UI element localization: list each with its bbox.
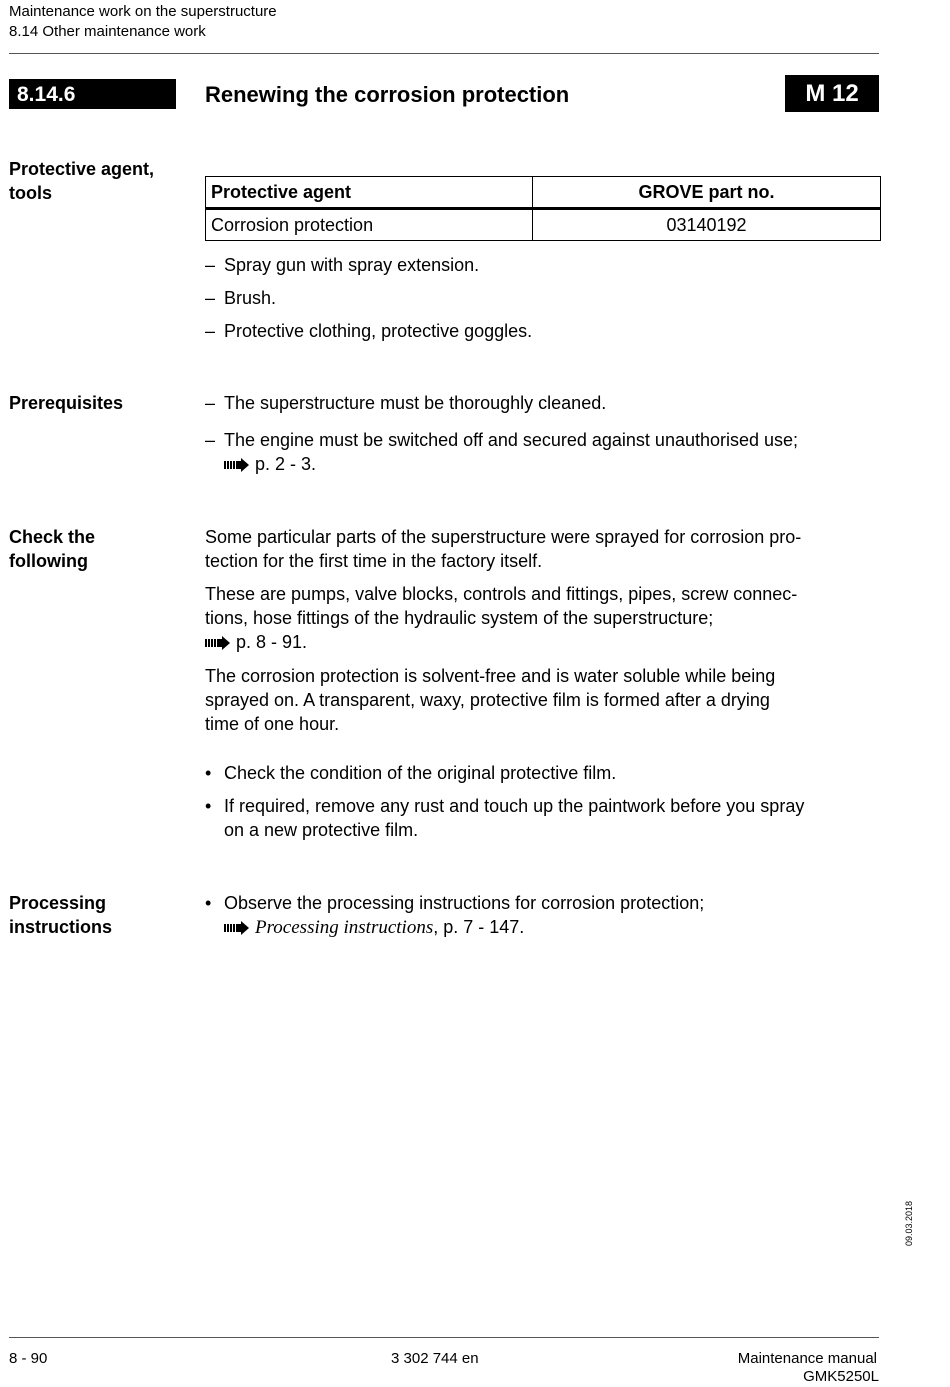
footer-rule	[9, 1337, 879, 1338]
check-paragraph-2: These are pumps, valve blocks, controls and fittings, pipes, screw connec- tions, hose fittings of the hydraulic system of the superstructure; p. 8 - 91.	[205, 584, 798, 652]
cross-reference-page: , p. 7 - 147.	[433, 917, 525, 937]
running-header-chapter: Maintenance work on the superstructure	[9, 3, 277, 20]
processing-instructions-label: Processing instructions	[9, 893, 113, 937]
cross-reference-link[interactable]: Processing instructions	[255, 917, 434, 938]
prerequisite-item: – The superstructure must be thoroughly cleaned.	[205, 393, 607, 413]
table-cell: Corrosion protection	[206, 209, 533, 241]
cross-reference-link[interactable]: p. 8 - 91.	[236, 632, 308, 652]
tool-list-item: – Brush.	[205, 288, 277, 308]
table-cell: 03140192	[533, 209, 881, 241]
section-number: 8.14.6	[9, 79, 176, 109]
prerequisites-label: Prerequisites	[9, 393, 124, 413]
maintenance-code-badge: M 12	[785, 75, 879, 112]
protective-agent-label: Protective agent, tools	[9, 159, 155, 203]
check-following-label: Check the following	[9, 527, 96, 571]
header-rule	[9, 53, 879, 54]
cross-reference-arrow-icon	[224, 458, 250, 472]
check-bullet-item: • If required, remove any rust and touch up the paintwork before you spray on a new protective film.	[205, 796, 805, 840]
check-paragraph-1: Some particular parts of the superstructure were sprayed for corrosion pro- tection for the first time in the factory itself.	[205, 527, 802, 571]
table-header-cell: Protective agent	[206, 177, 533, 209]
cross-reference-arrow-icon	[224, 921, 250, 935]
protective-agent-table	[205, 176, 881, 241]
model-name: GMK5250L	[803, 1368, 879, 1385]
check-bullet-item: • Check the condition of the original protective film.	[205, 763, 617, 783]
tool-list-item: – Spray gun with spray extension.	[205, 255, 480, 275]
revision-date: 09.03.2018	[904, 1200, 914, 1246]
document-number: 3 302 744 en	[391, 1350, 479, 1367]
manual-title: Maintenance manual	[737, 1350, 877, 1367]
prerequisite-item: – The engine must be switched off and secured against unauthorised use; p. 2 - 3.	[205, 430, 799, 474]
table-header-row	[206, 177, 881, 209]
table-header-cell: GROVE part no.	[533, 177, 881, 209]
table-row	[206, 209, 881, 241]
cross-reference-arrow-icon	[205, 636, 231, 650]
check-paragraph-3: The corrosion protection is solvent-free and is water soluble while being sprayed on. A transparent, waxy, protective film is formed after a drying time of one hour.	[205, 666, 776, 734]
running-header-section: 8.14 Other maintenance work	[9, 23, 206, 40]
processing-bullet-item: • Observe the processing instructions for corrosion protection; Processing instructions, p. 7 - 147.	[205, 893, 705, 938]
page-number: 8 - 90	[9, 1350, 48, 1367]
tool-list-item: – Protective clothing, protective goggles.	[205, 321, 533, 341]
section-title: Renewing the corrosion protection	[205, 82, 570, 107]
cross-reference-link[interactable]: p. 2 - 3.	[255, 454, 317, 474]
